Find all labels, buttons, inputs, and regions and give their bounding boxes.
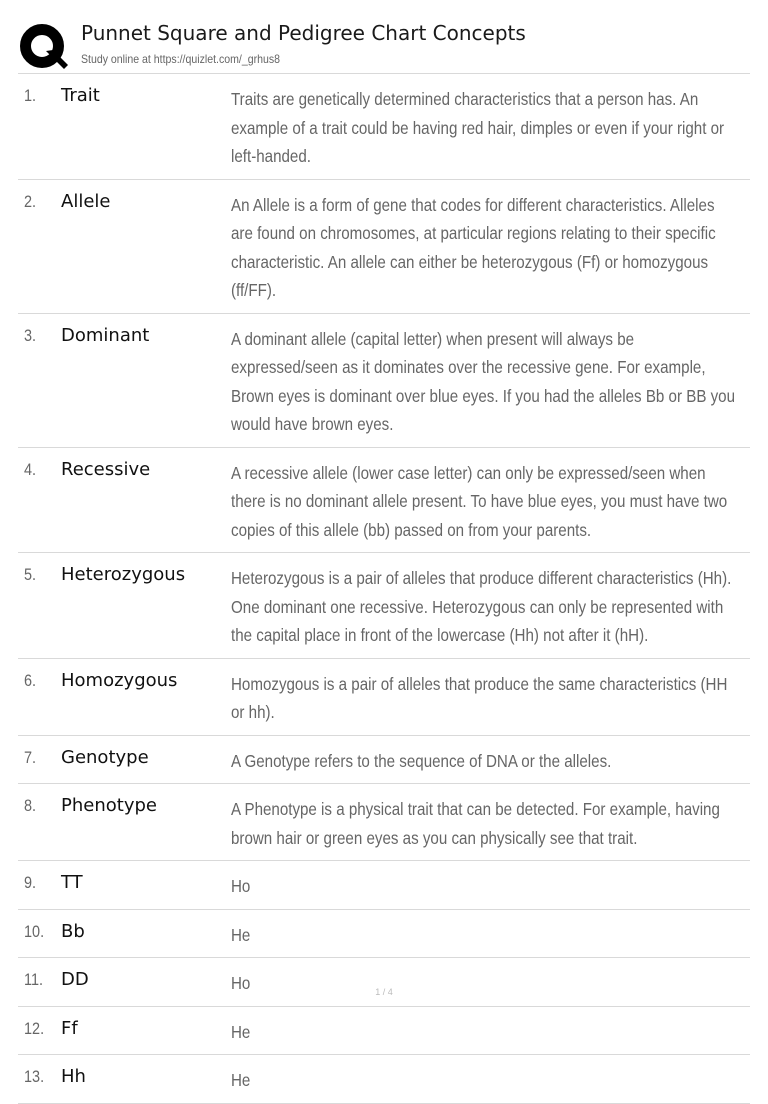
term-row (18, 910, 750, 959)
definition: A recessive allele (lower case letter) can only be expressed/seen when there is no dominant allele present. To have blue eyes, you must have two copies of this allele (bb) passed on from your parents. (231, 462, 728, 540)
term: Heterozygous (61, 564, 186, 585)
quizlet-logo-icon (20, 24, 68, 72)
term: Bb (61, 920, 85, 942)
item-number: 9. (24, 873, 37, 892)
definition: Heterozygous is a pair of alleles that produce different characteristics (Hh). One dominant one recessive. Heterozygous can only be represented with the capital place in front of the lowercase (Hh) not after it (hH). (231, 568, 732, 645)
item-number: 3. (24, 325, 37, 345)
page-header (18, 18, 750, 74)
term-row (18, 314, 750, 448)
term: TT (61, 872, 83, 893)
term: Homozygous (61, 669, 178, 691)
term: Ff (61, 1017, 78, 1039)
definition: A Genotype refers to the sequence of DNA or the alleles. (231, 750, 612, 771)
item-number: 13. (24, 1067, 45, 1086)
definition: An Allele is a form of gene that codes for different characteristics. Alleles are found on chromosomes, at particular regions relating to their specific characteristic. An allele can either be heterozygous (Ff) or homozygous (ff/FF). (231, 194, 716, 300)
term: Allele (61, 190, 111, 212)
term: DD (61, 969, 89, 990)
page-indicator: 1 / 4 (375, 987, 393, 997)
item-number: 7. (24, 747, 37, 767)
term-row (18, 958, 750, 1007)
definition: Ho (231, 876, 251, 896)
term-row (18, 736, 750, 785)
term-row (18, 1007, 750, 1056)
definition: He (231, 1070, 251, 1090)
study-online-link[interactable]: Study online at https://quizlet.com/_grhus8 (81, 52, 281, 66)
term-row (18, 180, 750, 314)
item-number: 12. (24, 1018, 45, 1038)
term: Recessive (61, 458, 151, 480)
term-row (18, 784, 750, 861)
term-row (18, 861, 750, 910)
term-row (18, 1055, 750, 1104)
term: Phenotype (61, 795, 157, 816)
definition: Homozygous is a pair of alleles that produce the same characteristics (HH or hh). (231, 673, 728, 722)
term-list (18, 73, 750, 1104)
item-number: 8. (24, 796, 37, 815)
definition: Traits are genetically determined characteristics that a person has. An example of a trait could be having red hair, dimples or even if your right or left-handed. (231, 89, 725, 166)
term-row (18, 659, 750, 736)
term-row (18, 74, 750, 180)
item-number: 11. (24, 970, 44, 989)
term-row (18, 448, 750, 554)
term: Trait (61, 85, 100, 106)
definition: He (231, 1021, 251, 1042)
item-number: 4. (24, 459, 37, 479)
definition: He (231, 924, 251, 945)
term-row (18, 553, 750, 659)
item-number: 1. (24, 86, 37, 105)
definition: A Phenotype is a physical trait that can be detected. For example, having brown hair or green eyes as you can physically see that trait. (231, 799, 720, 848)
item-number: 2. (24, 191, 37, 211)
item-number: 6. (24, 670, 37, 690)
term: Dominant (61, 324, 150, 346)
term: Hh (61, 1066, 86, 1087)
definition: Ho (231, 973, 251, 993)
definition: A dominant allele (capital letter) when present will always be expressed/seen as it dominates over the recessive gene. For example, Brown eyes is dominant over blue eyes. If you had the alleles Bb or BB you would have brown eyes. (231, 328, 736, 434)
item-number: 5. (24, 565, 37, 584)
page-title: Punnet Square and Pedigree Chart Concepts (81, 21, 526, 45)
term: Genotype (61, 746, 149, 768)
item-number: 10. (24, 921, 45, 941)
